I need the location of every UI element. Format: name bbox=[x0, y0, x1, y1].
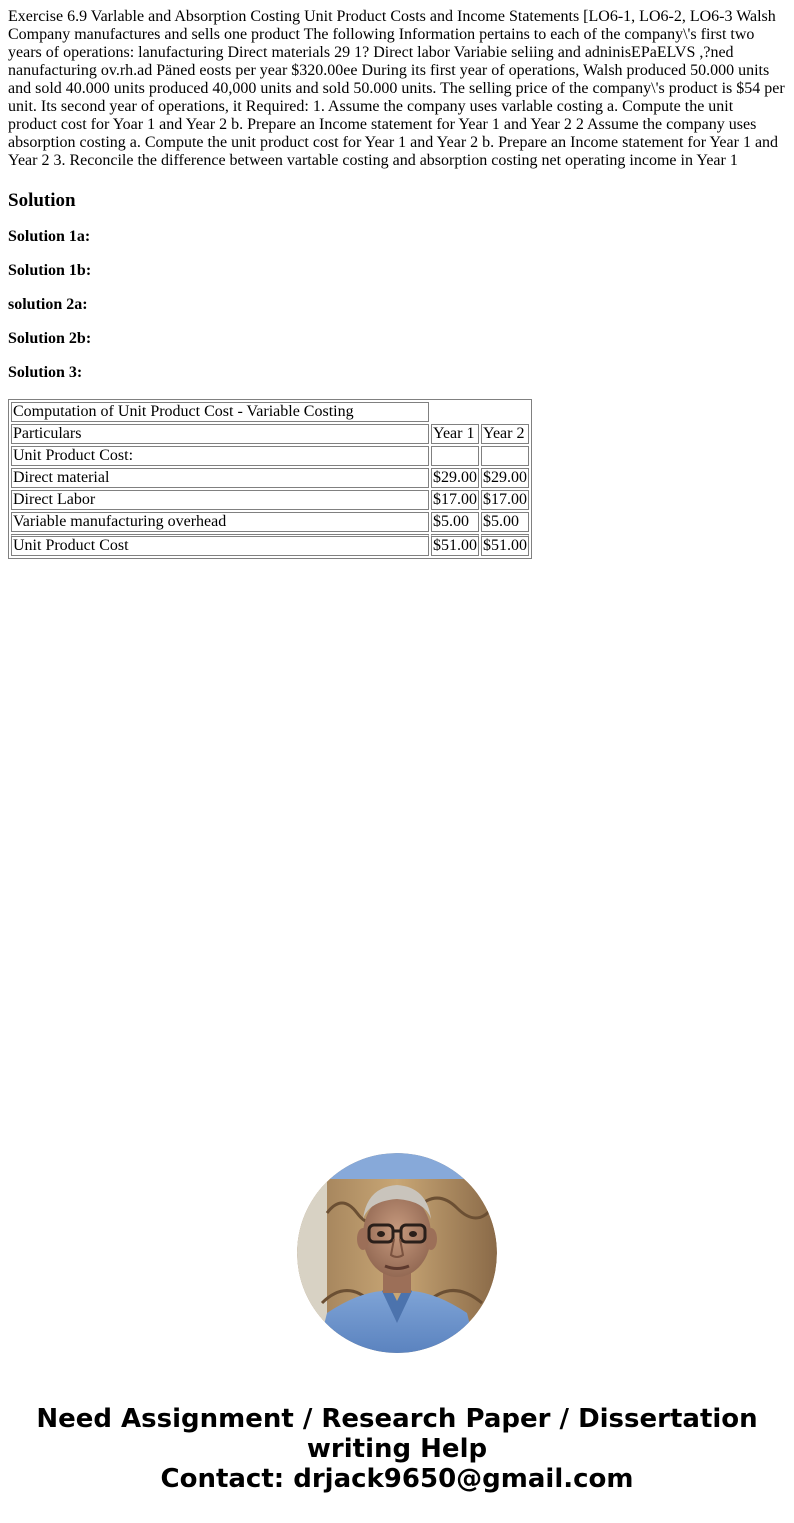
section-label: Unit Product Cost: bbox=[11, 446, 429, 466]
table-total-row bbox=[11, 534, 529, 556]
total-year-1-value: $51.00 bbox=[431, 534, 479, 556]
table-title: Computation of Unit Product Cost - Variable Costing bbox=[11, 402, 429, 422]
row-year-2-value: $5.00 bbox=[481, 512, 529, 532]
table-row bbox=[11, 512, 529, 532]
empty-cell bbox=[431, 446, 479, 466]
solution-heading: Solution bbox=[8, 190, 76, 211]
footer-promo bbox=[0, 1404, 794, 1494]
row-year-1-value: $5.00 bbox=[431, 512, 479, 532]
row-label: Direct Labor bbox=[11, 490, 429, 510]
footer-contact: Contact: drjack9650@gmail.com bbox=[160, 1464, 634, 1494]
solution-2a-label: solution 2a: bbox=[8, 296, 88, 313]
total-label: Unit Product Cost bbox=[11, 534, 429, 556]
row-year-2-value: $29.00 bbox=[483, 469, 527, 486]
total-year-2-value: $51.00 bbox=[481, 534, 529, 556]
footer-line-2: writing Help bbox=[306, 1434, 488, 1464]
row-year-1-value: $29.00 bbox=[433, 469, 477, 486]
table-header-row bbox=[11, 424, 529, 444]
solution-2b-label: Solution 2b: bbox=[8, 330, 92, 347]
row-label: Variable manufacturing overhead bbox=[11, 512, 429, 532]
tutor-portrait bbox=[297, 1153, 497, 1353]
row-year-1-value: $17.00 bbox=[433, 491, 477, 508]
table-row bbox=[11, 468, 529, 488]
empty-cell bbox=[481, 446, 529, 466]
unit-product-cost-table bbox=[8, 399, 532, 559]
solution-1a-label: Solution 1a: bbox=[8, 228, 91, 245]
table-title-row bbox=[11, 402, 529, 422]
row-year-2-value: $17.00 bbox=[483, 491, 527, 508]
header-year-1: Year 1 bbox=[431, 424, 479, 444]
avatar bbox=[297, 1153, 497, 1353]
footer-line-1: Need Assignment / Research Paper / Dissertation bbox=[36, 1404, 758, 1434]
solution-3-label: Solution 3: bbox=[8, 364, 83, 381]
header-year-2: Year 2 bbox=[481, 424, 529, 444]
page-content bbox=[8, 8, 786, 382]
row-label: Direct material bbox=[11, 468, 429, 488]
header-particulars: Particulars bbox=[11, 424, 429, 444]
table-section-row bbox=[11, 446, 529, 466]
solution-1b-label: Solution 1b: bbox=[8, 262, 92, 279]
table-row bbox=[11, 490, 529, 510]
question-text: Exercise 6.9 Varlable and Absorption Costing Unit Product Costs and Income Statements [LO6-1, LO6-2, LO6-3 Walsh Company manufactures and sells one product The following Information pertains to each of the company\'s first two years of operations: lanufacturing Direct materials 29 1? Direct labor Variabie seliing and adninisEPaELVS ,?ned nanufacturing ov.rh.ad Päned eosts per year $320.00ee During its first year of operations, Walsh produced 50.000 units and sold 40.000 units produced 40,000 units and sold 50.000 units. The selling price of the company\'s product is $54 per unit. Its second year of operations, it Required: 1. Assume the company uses varlable costing a. Compute the unit product cost for Yoar 1 and Year 2 b. Prepare an Income statement for Year 1 and Year 2 2 Assume the company uses absorption costing a. Compute the unit product cost for Year 1 and Year 2 b. Prepare an Income statement for Year 1 and Year 2 3. Reconcile the difference between vartable costing and absorption costing net operating income in Year 1 bbox=[8, 8, 785, 169]
